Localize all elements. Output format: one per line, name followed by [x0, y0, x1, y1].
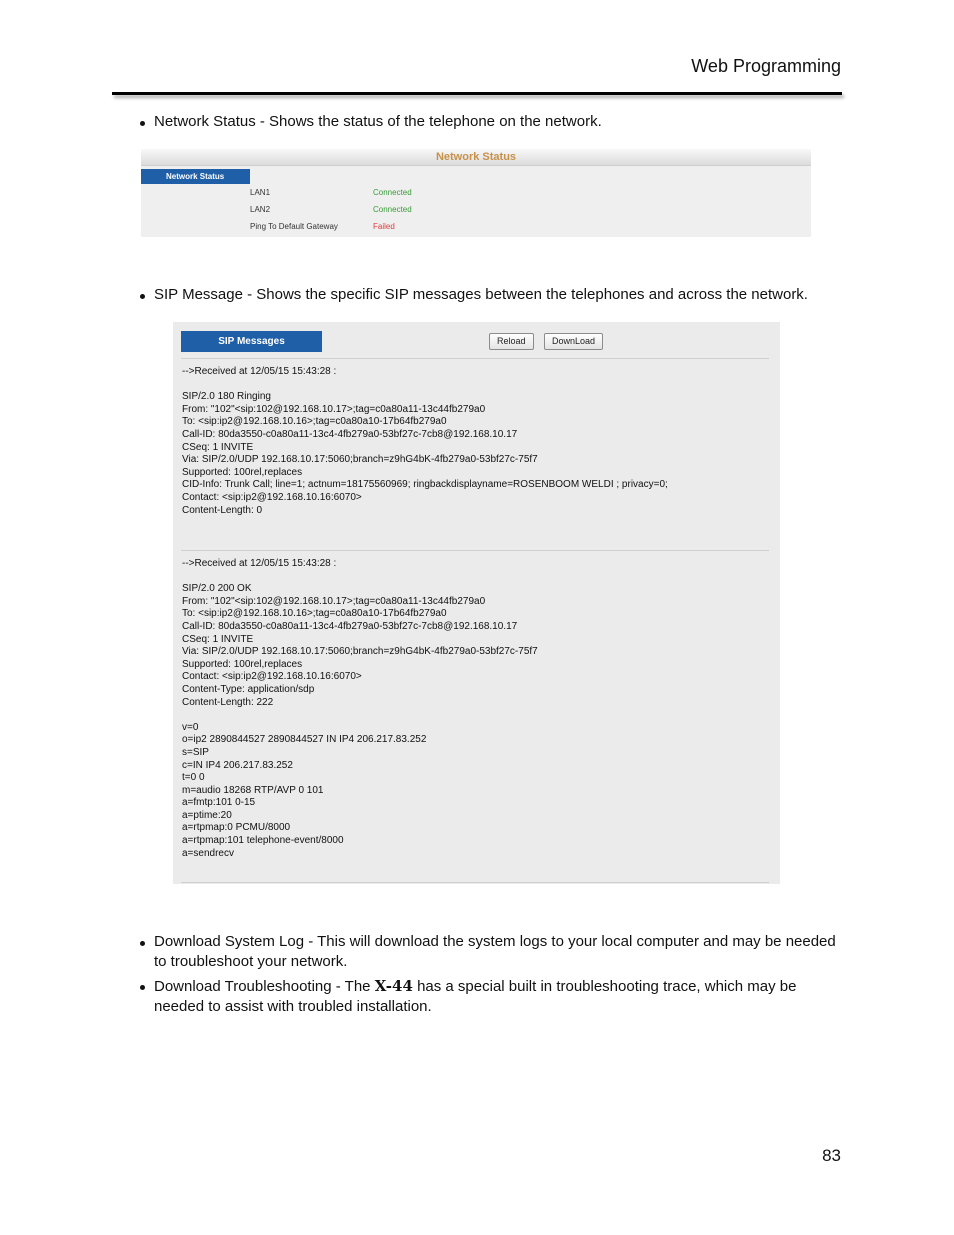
page-number: 83: [822, 1146, 841, 1165]
sip-messages-tab[interactable]: SIP Messages: [181, 331, 322, 352]
status-value-lan2: Connected: [373, 205, 412, 214]
bullet-dot: [140, 941, 145, 946]
bullet-text: Network Status - Shows the status of the telephone on the network.: [154, 113, 602, 130]
header-title: Web Programming: [691, 56, 841, 76]
status-label-lan1: LAN1: [250, 188, 271, 197]
divider: [181, 550, 769, 551]
bullet-dot: [140, 294, 145, 299]
bullet-network-status: [140, 112, 840, 132]
bullet-sip-message: [140, 285, 840, 305]
status-value-lan1: Connected: [373, 188, 412, 197]
model-name: X-44: [374, 977, 413, 995]
header-rule: [112, 92, 842, 95]
sip-messages-panel: [173, 322, 780, 884]
bullet-dot: [140, 985, 145, 990]
network-status-title: Network Status: [435, 151, 517, 163]
bullet-dot: [140, 121, 145, 126]
sip-message-ok: -->Received at 12/05/15 15:43:28 : SIP/2.0 200 OK From: "102"<sip:102@192.168.10.17>;tag=c0a80a11-13c44fb279a0 To: <sip:ip2@192.168.10.16>;tag=c0a80a10-17b64fb279a0 Call-ID: 80da3550-c0a80a11-13c4-4fb279a0-53bf27c-7cb8@192.168.10.17 CSeq: 1 INVITE Via: SIP/2.0/UDP 192.168.10.17:5060;branch=z9hG4bK-4fb279a0-53bf27c-75f7 Supported: 100rel,replaces Contact: <sip:ip2@192.168.10.16:6070> Content-Type: application/sdp Content-Length: 222 v=0 o=ip2 2890844527 2890844527 IN IP4 206.217.83.252 s=SIP c=IN IP4 206.217.83.252 t=0 0 m=audio 18268 RTP/AVP 0 101 a=fmtp:101 0-15 a=ptime:20 a=rtpmap:0 PCMU/8000 a=rtpmap:101 telephone-event/8000 a=sendrecv: [182, 558, 538, 859]
status-value-ping-gateway: Failed: [373, 222, 395, 231]
bullet-text-end: has a special built in troubleshooting trace, which may be needed to assist with troubled installation.: [154, 978, 797, 1015]
bullet-system-log: [140, 932, 840, 972]
sip-message-ringing: -->Received at 12/05/15 15:43:28 : SIP/2.0 180 Ringing From: "102"<sip:102@192.168.10.17>;tag=c0a80a11-13c44fb279a0 To: <sip:ip2@192.168.10.16>;tag=c0a80a10-17b64fb279a0 Call-ID: 80da3550-c0a80a11-13c4-4fb279a0-53bf27c-7cb8@192.168.10.17 CSeq: 1 INVITE Via: SIP/2.0/UDP 192.168.10.17:5060;branch=z9hG4bK-4fb279a0-53bf27c-75f7 Supported: 100rel,replaces CID-Info: Trunk Call; line=1; actnum=18175560969; ringbackdisplayname=ROSENBOOM WELDI ; privacy=0; Contact: <sip:ip2@192.168.10.16:6070> Content-Length: 0: [182, 366, 668, 516]
network-status-titlebar: [141, 149, 811, 166]
status-label-ping-gateway: Ping To Default Gateway: [250, 222, 338, 231]
network-status-tab[interactable]: Network Status: [141, 169, 250, 184]
bullet-text-start: Download Troubleshooting - The: [154, 978, 375, 995]
bullet-text: [154, 976, 840, 1017]
divider: [181, 882, 769, 883]
divider: [181, 358, 769, 359]
bullet-text: Download System Log - This will download the system logs to your local computer and may be needed to troubleshoot your network.: [154, 933, 836, 970]
bullet-troubleshooting: [140, 976, 840, 1017]
download-button[interactable]: DownLoad: [544, 333, 603, 350]
reload-button[interactable]: Reload: [489, 333, 534, 350]
status-label-lan2: LAN2: [250, 205, 271, 214]
network-status-panel: [141, 149, 811, 237]
bullet-text: SIP Message - Shows the specific SIP messages between the telephones and across the network.: [154, 286, 808, 303]
